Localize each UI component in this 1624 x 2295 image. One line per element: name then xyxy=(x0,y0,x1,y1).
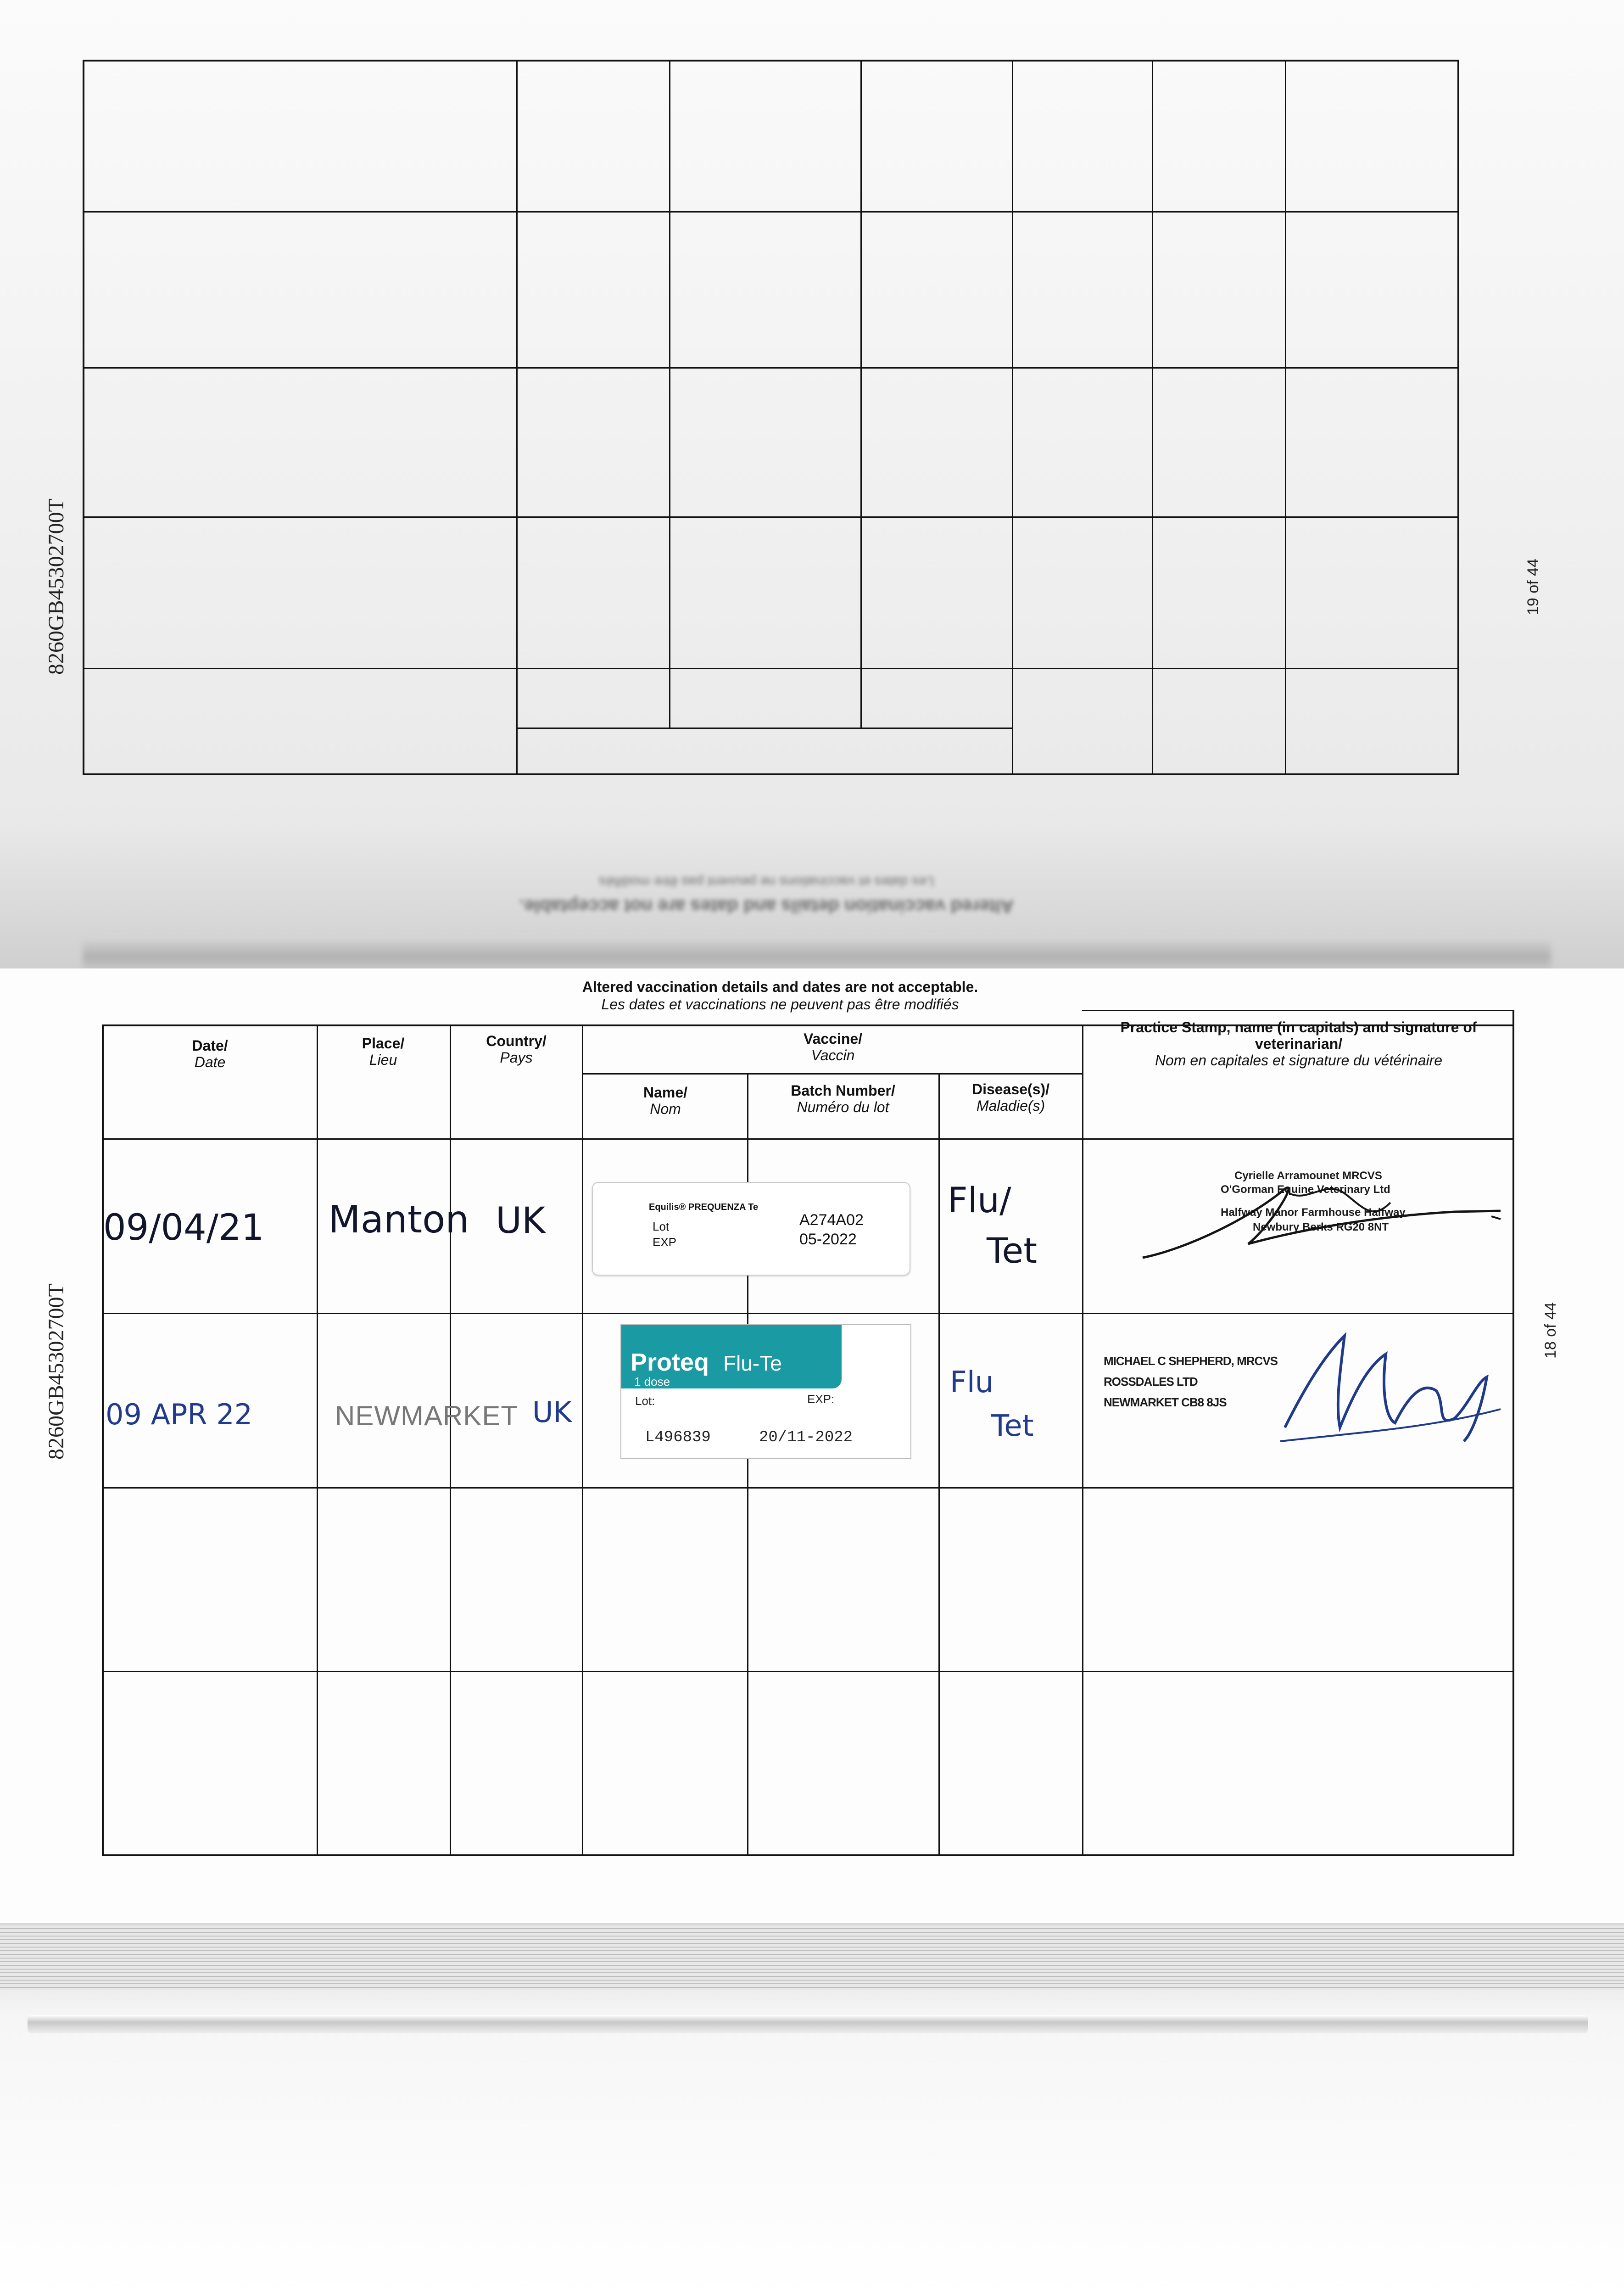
header-date: Date/ Date xyxy=(192,1037,228,1070)
row2-vaccine-label xyxy=(620,1324,911,1459)
header-practice-stamp: Practice Stamp, name (in capitals) and signature of veterinarian/ Nom en capitales et signature du vétérinaire xyxy=(1120,1019,1477,1069)
proteq-lot-label: Lot: xyxy=(635,1394,655,1408)
proteq-exp-label: EXP: xyxy=(807,1392,835,1406)
row1-stamp-line1: Cyrielle Arramounet MRCVS xyxy=(1234,1170,1382,1182)
proteq-brand: Proteq xyxy=(631,1349,709,1376)
row2-signature xyxy=(1271,1327,1510,1446)
serial-number-lower: 8260GB45302700T xyxy=(44,1283,68,1460)
header-batch-number: Batch Number/ Numéro du lot xyxy=(791,1082,895,1115)
row1-country: UK xyxy=(496,1200,546,1242)
row2-date: 09 APR 22 xyxy=(106,1398,253,1431)
row2-stamp-line2: ROSSDALES LTD xyxy=(1104,1375,1198,1388)
serial-number-upper: 8260GB45302700T xyxy=(44,498,68,675)
notice-english: Altered vaccination details and dates are not acceptable. xyxy=(582,979,978,995)
row1-place: Manton xyxy=(328,1198,469,1242)
row1-stamp-line3: Halfway Manor Farmhouse Halfway xyxy=(1221,1206,1406,1219)
row1-exp-label: EXP xyxy=(653,1235,677,1249)
proteq-dose: 1 dose xyxy=(634,1375,670,1388)
row1-expiry: 05-2022 xyxy=(799,1231,857,1248)
row1-vaccine-product: Equilis® PREQUENZA Te xyxy=(649,1202,759,1212)
header-vaccine: Vaccine/ Vaccin xyxy=(803,1030,863,1064)
page-stack-edges xyxy=(0,1926,1624,1990)
row1-stamp-line4: Newbury Berks RG20 8NT xyxy=(1253,1221,1389,1233)
header-diseases: Disease(s)/ Maladie(s) xyxy=(972,1081,1049,1114)
header-country: Country/ Pays xyxy=(486,1033,547,1066)
notice-french: Les dates et vaccinations ne peuvent pas être modifiés xyxy=(601,996,959,1013)
row1-lot-label: Lot xyxy=(653,1220,670,1233)
row1-batch-number: A274A02 xyxy=(799,1211,864,1229)
row2-stamp-line3: NEWMARKET CB8 8JS xyxy=(1104,1395,1227,1409)
row2-stamp-line1: MICHAEL C SHEPHERD, MRCVS xyxy=(1104,1354,1278,1368)
page-number-upper: 19 of 44 xyxy=(1524,559,1542,615)
row2-place: NEWMARKET xyxy=(335,1400,518,1431)
row1-stamp-line2: O'Gorman Equine Veterinary Ltd xyxy=(1221,1183,1390,1196)
row1-signature xyxy=(1133,1161,1510,1271)
row1-disease-line1: Flu/ xyxy=(948,1180,1011,1220)
row1-disease-line2: Tet xyxy=(987,1230,1038,1271)
page-number-lower: 18 of 44 xyxy=(1542,1302,1559,1359)
header-name: Name/ Nom xyxy=(643,1084,688,1117)
row2-expiry: 20/11-2022 xyxy=(759,1429,853,1446)
row1-vaccine-label xyxy=(592,1182,910,1276)
row2-disease-line2: Tet xyxy=(991,1409,1034,1443)
proteq-product: Flu-Te xyxy=(723,1351,782,1375)
row1-date: 09/04/21 xyxy=(103,1207,264,1248)
row2-disease-line1: Flu xyxy=(950,1366,994,1399)
upper-page-header-bleed: Altered vaccination details and dates are not acceptable. Les dates et vaccinations ne peuvent pas être modifiés xyxy=(519,874,1014,916)
row2-country: UK xyxy=(532,1395,572,1429)
header-place: Place/ Lieu xyxy=(362,1035,405,1068)
cover-edge xyxy=(28,2015,1588,2033)
row2-batch-number: L496839 xyxy=(645,1429,711,1446)
